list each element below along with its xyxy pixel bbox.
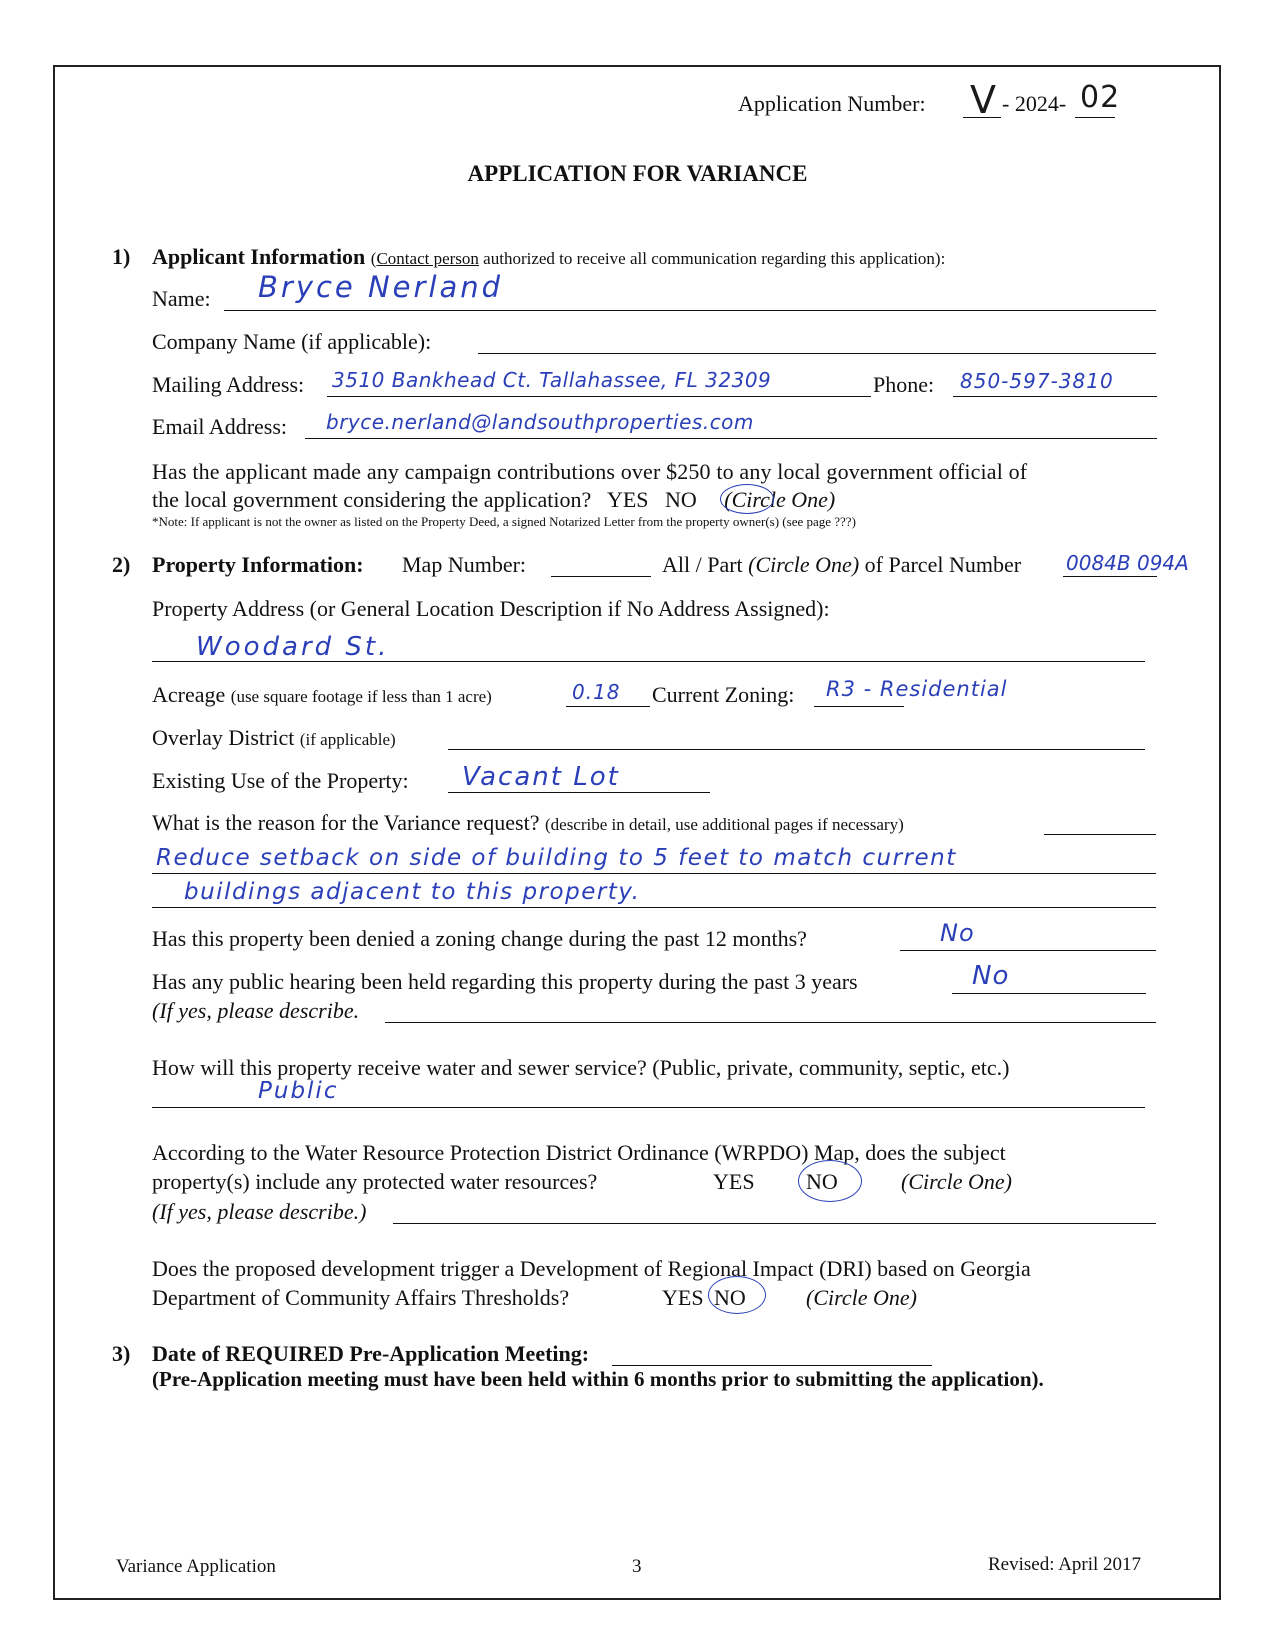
mailing-label: Mailing Address: <box>152 372 305 397</box>
mailing-field[interactable]: 3510 Bankhead Ct. Tallahassee, FL 32309 <box>332 368 772 392</box>
hearing-field[interactable]: No <box>972 961 1010 991</box>
dri-no-option[interactable]: NO <box>714 1285 746 1310</box>
contrib-no-circle-mark <box>720 484 774 514</box>
wrpdo-describe-line <box>393 1223 1156 1224</box>
section1-heading-note: authorized to receive all communication regarding this application): <box>478 249 946 268</box>
email-field[interactable]: bryce.nerland@landsouthproperties.com <box>326 410 754 434</box>
footer-page-number: 3 <box>632 1556 642 1577</box>
contact-person-text: Contact person <box>376 249 479 268</box>
hearing-label: Has any public hearing been held regarding this property during the past 3 years <box>152 969 858 994</box>
section3-note: (Pre-Application meeting must have been held within 6 months prior to submitting the application). <box>152 1367 1044 1391</box>
parcel-number-field[interactable]: 0084B 094A <box>1066 551 1189 575</box>
dri-no-circle-mark <box>708 1276 766 1314</box>
dri-question-line2: Department of Community Affairs Thresholds? <box>152 1285 570 1310</box>
acreage-label: Acreage <box>152 682 226 707</box>
hearing-describe-line <box>385 1022 1156 1023</box>
reason-row <box>152 810 904 838</box>
wrpdo-circle-one: (Circle One) <box>901 1169 1012 1194</box>
denied-label: Has this property been denied a zoning change during the past 12 months? <box>152 926 807 951</box>
dri-yes-option[interactable]: YES <box>662 1285 704 1310</box>
acreage-note: (use square footage if less than 1 acre) <box>230 687 492 706</box>
acreage-field[interactable]: 0.18 <box>572 680 621 704</box>
form-title: APPLICATION FOR VARIANCE <box>467 161 808 186</box>
phone-field[interactable]: 850-597-3810 <box>960 369 1114 393</box>
contrib-circle-one: (Circle One) <box>724 487 836 512</box>
section3-heading: Date of REQUIRED Pre-Application Meeting: <box>152 1341 590 1366</box>
wrpdo-question-line1: According to the Water Resource Protection District Ordinance (WRPDO) Map, does the subject <box>152 1140 1006 1165</box>
parcel-number-label: of Parcel Number <box>864 552 1022 577</box>
hearing-if-yes-label: (If yes, please describe. <box>152 998 360 1023</box>
all-part-options[interactable]: All / Part <box>662 552 743 577</box>
footer-revised: Revised: April 2017 <box>988 1554 1142 1575</box>
reason-field-line1[interactable]: Reduce setback on side of building to 5 feet to match current <box>156 845 957 871</box>
property-address-field[interactable]: Woodard St. <box>196 632 390 662</box>
water-sewer-line <box>152 1107 1145 1108</box>
water-sewer-label: How will this property receive water and sewer service? (Public, private, community, septic, etc.) <box>152 1055 1010 1080</box>
contrib-question-line1: Has the applicant made any campaign contributions over $250 to any local government official of <box>152 459 1028 484</box>
overlay-line <box>448 749 1145 750</box>
app-number-prefix[interactable]: V <box>970 78 997 122</box>
contrib-question-text: the local government considering the application? <box>152 487 592 512</box>
reason-line-2 <box>152 907 1156 908</box>
owner-note: *Note: If applicant is not the owner as listed on the Property Deed, a signed Notarized Letter from the property owner(s) (see page ???) <box>152 514 856 529</box>
dri-question-line1: Does the proposed development trigger a Development of Regional Impact (DRI) based on Georgia <box>152 1256 1031 1281</box>
overlay-row <box>152 725 396 753</box>
mailing-line <box>327 396 871 397</box>
dri-circle-one: (Circle One) <box>806 1285 917 1310</box>
app-number-suffix-line <box>1075 117 1115 118</box>
name-line <box>224 310 1156 311</box>
hearing-line <box>952 993 1146 994</box>
wrpdo-question-line2: property(s) include any protected water resources? <box>152 1169 598 1194</box>
section1-heading-row: Applicant Information (Contact person authorized to receive all communication regarding this application): <box>152 244 946 269</box>
map-number-label: Map Number: <box>402 552 527 577</box>
wrpdo-no-circle-mark <box>798 1160 862 1202</box>
reason-line-1 <box>152 873 1156 874</box>
existing-use-line <box>448 792 710 793</box>
reason-field-line2[interactable]: buildings adjacent to this property. <box>184 879 641 905</box>
existing-use-field[interactable]: Vacant Lot <box>462 762 620 792</box>
existing-use-label: Existing Use of the Property: <box>152 768 409 793</box>
current-zoning-line <box>814 706 904 707</box>
parcel-number-line <box>1063 576 1157 577</box>
phone-line <box>953 396 1157 397</box>
phone-label: Phone: <box>873 372 935 397</box>
acreage-row <box>152 682 492 710</box>
company-line <box>478 353 1156 354</box>
section1-heading: Applicant Information <box>152 244 366 269</box>
all-part-circle-one: (Circle One) <box>748 552 860 577</box>
denied-field[interactable]: No <box>940 919 975 947</box>
all-part-row <box>662 552 1021 578</box>
current-zoning-field[interactable]: R3 - Residential <box>826 677 1008 701</box>
section3-number: 3) <box>112 1341 131 1366</box>
reason-note: (describe in detail, use additional pages if necessary) <box>544 815 904 834</box>
app-number-year: - 2024- <box>1002 91 1067 116</box>
email-line <box>305 438 1157 439</box>
water-sewer-field[interactable]: Public <box>258 1078 339 1104</box>
section1-number: 1) <box>112 244 131 269</box>
contrib-no-option[interactable]: NO <box>665 487 697 512</box>
contrib-yes-option[interactable]: YES <box>606 487 649 512</box>
reason-label: What is the reason for the Variance request? <box>152 810 540 835</box>
footer-left: Variance Application <box>116 1556 276 1577</box>
section2-heading: Property Information: <box>152 552 364 577</box>
reason-line-0 <box>1044 834 1156 835</box>
denied-line <box>900 950 1156 951</box>
overlay-label: Overlay District <box>152 725 295 750</box>
email-label: Email Address: <box>152 414 288 439</box>
current-zoning-label: Current Zoning: <box>652 682 795 707</box>
wrpdo-yes-option[interactable]: YES <box>713 1169 755 1194</box>
app-number-suffix[interactable]: 02 <box>1080 80 1121 115</box>
name-field[interactable]: Bryce Nerland <box>258 270 504 304</box>
section2-number: 2) <box>112 552 131 577</box>
application-number-label: Application Number: <box>738 91 926 116</box>
wrpdo-if-yes-label: (If yes, please describe.) <box>152 1199 367 1224</box>
name-label: Name: <box>152 286 211 311</box>
wrpdo-no-option[interactable]: NO <box>806 1169 838 1194</box>
acreage-line <box>566 706 650 707</box>
company-label: Company Name (if applicable): <box>152 329 432 354</box>
map-number-line <box>551 576 651 577</box>
overlay-note: (if applicable) <box>299 730 396 749</box>
property-address-label: Property Address (or General Location Description if No Address Assigned): <box>152 596 830 621</box>
